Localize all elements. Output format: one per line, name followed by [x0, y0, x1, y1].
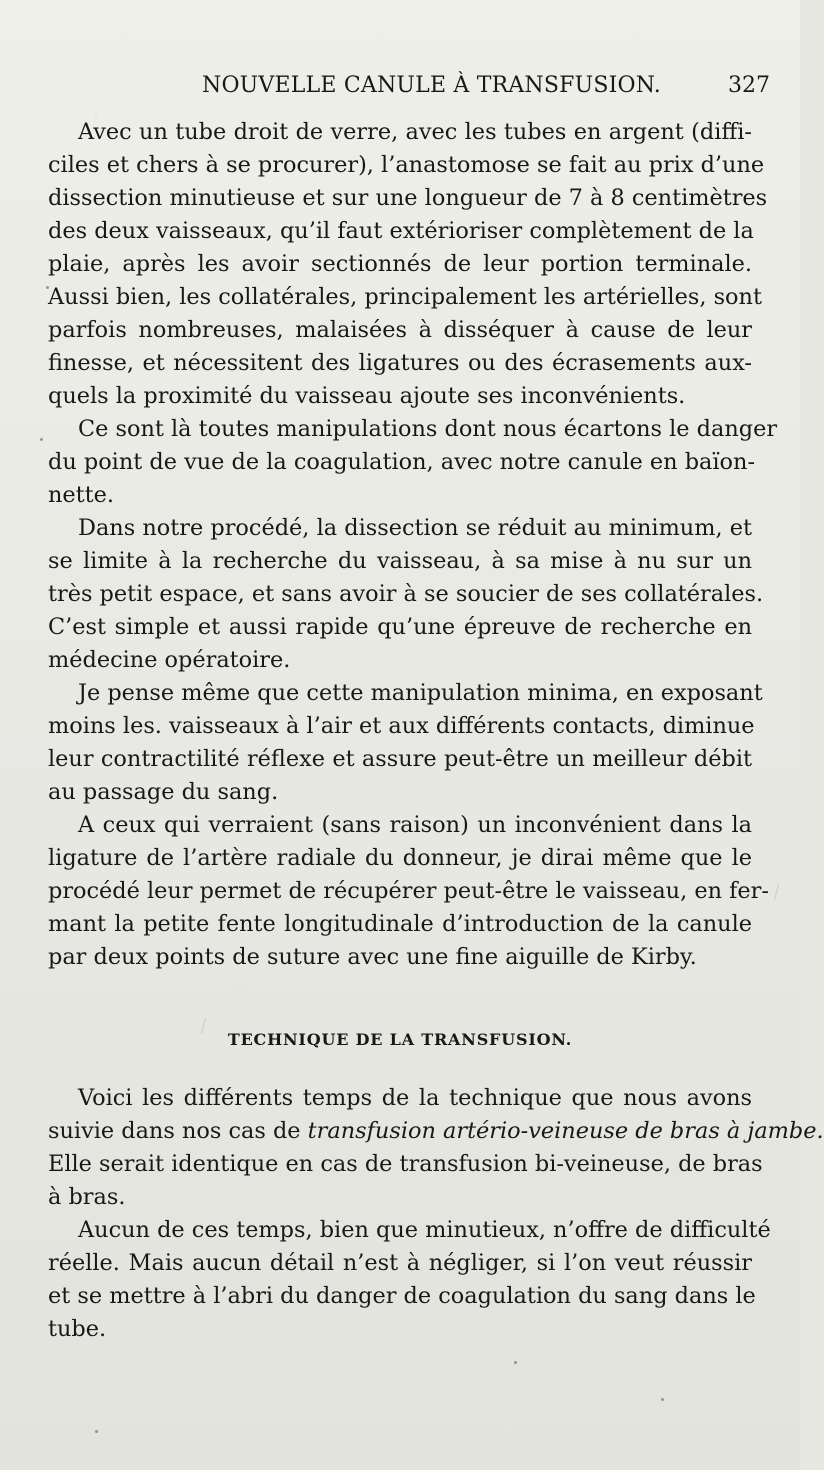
scan-speck [661, 1398, 664, 1401]
text-line: médecine opératoire. [48, 647, 291, 673]
text-line: très petit espace, et sans avoir à se soucier de ses collatérales. [48, 581, 764, 607]
text-line: du point de vue de la coagulation, avec notre canule en baïon- [48, 449, 756, 475]
text-line: tube. [48, 1316, 107, 1342]
text-line: quels la proximité du vaisseau ajoute ses inconvénients. [48, 383, 686, 409]
text-line: mant la petite fente longitudinale d’introduction de la canule [48, 911, 752, 937]
text-line: parfois nombreuses, malaisées à disséquer à cause de leur [48, 317, 752, 343]
scan-speck [46, 286, 49, 289]
text-line: Je pense même que cette manipulation minima, en exposant [78, 680, 763, 706]
text-line: Ce sont là toutes manipulations dont nous écartons le danger [78, 416, 778, 442]
text-line: finesse, et nécessitent des ligatures ou des écrasements aux- [48, 350, 752, 376]
scan-mark [774, 884, 779, 900]
italic-text-run: transfusion artério-veineuse de bras à jambe. [307, 1118, 824, 1144]
running-head [0, 73, 800, 103]
text-line: dissection minutieuse et sur une longueur de 7 à 8 centimètres [48, 185, 768, 211]
text-line: ligature de l’artère radiale du donneur, je dirai même que le [48, 845, 752, 871]
text-line: Avec un tube droit de verre, avec les tubes en argent (diffi- [78, 119, 752, 145]
text-line: A ceux qui verraient (sans raison) un inconvénient dans la [78, 812, 752, 838]
text-line: Aussi bien, les collatérales, principalement les artérielles, sont [48, 284, 762, 310]
text-line: Voici les différents temps de la technique que nous avons [78, 1085, 752, 1111]
text-line: procédé leur permet de récupérer peut-être le vaisseau, en fer- [48, 878, 769, 904]
page-number: 327 [728, 73, 770, 98]
text-line: plaie, après les avoir sectionnés de leur portion terminale. [48, 251, 752, 277]
scan-speck [40, 438, 43, 441]
text-run: suivie dans nos cas de [48, 1118, 308, 1144]
text-line: réelle. Mais aucun détail n’est à négliger, si l’on veut réussir [48, 1250, 752, 1276]
text-line: au passage du sang. [48, 779, 279, 805]
text-line: ciles et chers à se procurer), l’anastomose se fait au prix d’une [48, 152, 765, 178]
text-line: par deux points de suture avec une fine aiguille de Kirby. [48, 944, 697, 970]
text-line: des deux vaisseaux, qu’il faut extérioriser complètement de la [48, 218, 754, 244]
text-line: se limite à la recherche du vaisseau, à sa mise à nu sur un [48, 548, 752, 574]
text-line: leur contractilité réflexe et assure peut-être un meilleur débit [48, 746, 752, 772]
text-line: moins les. vaisseaux à l’air et aux différents contacts, diminue [48, 713, 755, 739]
text-line: à bras. [48, 1184, 126, 1210]
running-title: NOUVELLE CANULE À TRANSFUSION. [202, 73, 661, 98]
text-line: Elle serait identique en cas de transfusion bi-veineuse, de bras [48, 1151, 763, 1177]
section-heading: TECHNIQUE DE LA TRANSFUSION. [227, 1030, 573, 1049]
text-line: Aucun de ces temps, bien que minutieux, n’offre de difficulté [78, 1217, 771, 1243]
text-line: nette. [48, 482, 115, 508]
text-line: C’est simple et aussi rapide qu’une épreuve de recherche en [48, 614, 752, 640]
text-line: Dans notre procédé, la dissection se réduit au minimum, et [78, 515, 752, 541]
text-line: et se mettre à l’abri du danger de coagulation du sang dans le [48, 1283, 756, 1309]
scan-speck [514, 1361, 517, 1364]
scan-speck [95, 1430, 98, 1433]
text-line [48, 1115, 824, 1147]
